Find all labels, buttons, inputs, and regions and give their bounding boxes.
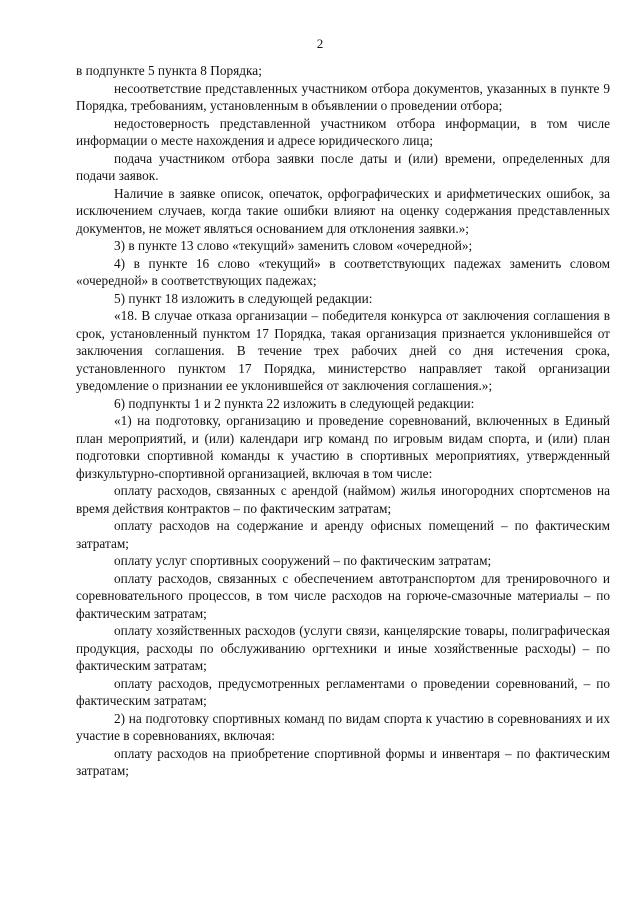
paragraph: оплату расходов, предусмотренных регламентами о проведении соревнований, – по фактическим затратам;: [76, 675, 610, 708]
paragraph: подача участником отбора заявки после даты и (или) времени, определенных для подачи заявок.: [76, 150, 610, 183]
paragraph: недостоверность представленной участником отбора информации, в том числе информации о месте нахождения и адресе юридического лица;: [76, 115, 610, 148]
paragraph: оплату хозяйственных расходов (услуги связи, канцелярские товары, полиграфическая продукция, расходы по обслуживанию оргтехники и иные хозяйственные расходы) – по фактическим затратам;: [76, 623, 610, 673]
document-body: [76, 62, 610, 780]
paragraph: в подпункте 5 пункта 8 Порядка;: [76, 63, 262, 78]
paragraph: оплату расходов на содержание и аренду офисных помещений – по фактическим затратам;: [76, 518, 610, 551]
paragraph: 3) в пункте 13 слово «текущий» заменить словом «очередной»;: [114, 238, 473, 253]
paragraph: оплату расходов на приобретение спортивной формы и инвентаря – по фактическим затратам;: [76, 745, 610, 778]
paragraph: 5) пункт 18 изложить в следующей редакции:: [114, 290, 373, 306]
paragraph: 6) подпункты 1 и 2 пункта 22 изложить в следующей редакции:: [114, 395, 475, 411]
paragraph: «18. В случае отказа организации – победителя конкурса от заключения соглашения в срок, установленный пунктом 17 Порядка, такая организация признается уклонившейся от заключения соглашения. В течение трех рабочих дней со дня истечения срока, установленного пунктом 17 Порядка, министерство направляет такой организации уведомление о признании ее уклонившейся от заключения соглашения.»;: [76, 308, 610, 393]
paragraph: несоответствие представленных участником отбора документов, указанных в пункте 9 Порядка, требованиям, установленным в объявлении о проведении отбора;: [76, 80, 610, 113]
paragraph: оплату услуг спортивных сооружений – по фактическим затратам;: [114, 553, 492, 568]
paragraph: 2) на подготовку спортивных команд по видам спорта к участию в соревнованиях и их участие в соревнованиях, включая:: [76, 710, 610, 743]
paragraph: оплату расходов, связанных с арендой (наймом) жилья иногородних спортсменов на время действия контрактов – по фактическим затратам;: [76, 483, 610, 516]
paragraph: «1) на подготовку, организацию и проведение соревнований, включенных в Единый план мероприятий, и (или) календари игр команд по игровым видам спорта, и (или) план подготовки спортивной команды к участию в спортивных мероприятиях, утвержденный физкультурно-спортивной организацией, включая в том числе:: [76, 413, 610, 481]
paragraph: 4) в пункте 16 слово «текущий» в соответствующих падежах заменить словом «очередной» в соответствующих падежах;: [76, 255, 610, 288]
page-number: 2: [316, 36, 324, 51]
paragraph: Наличие в заявке описок, опечаток, орфографических и арифметических ошибок, за исключением случаев, когда такие ошибки влияют на оценку содержания представленных документов, не может являться основанием для отклонения заявки.»;: [76, 185, 610, 236]
paragraph: оплату расходов, связанных с обеспечением автотранспортом для тренировочного и соревновательного процессов, в том числе расходов на горюче-смазочные материалы – по фактическим затратам;: [76, 570, 610, 621]
